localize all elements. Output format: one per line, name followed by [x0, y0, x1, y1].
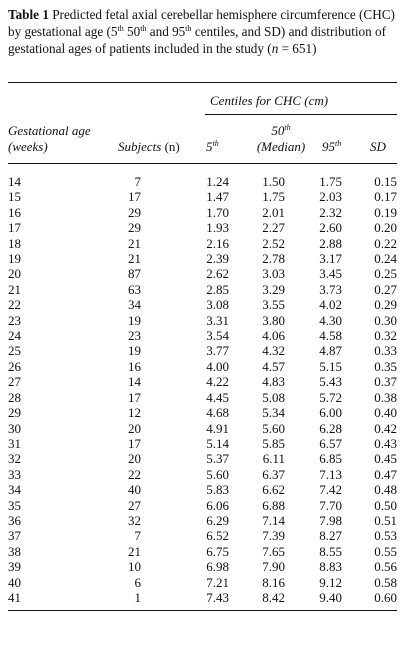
subjects-cell: 23 [128, 328, 141, 344]
subjects-cell: 7 [134, 528, 141, 544]
p95-cell: 8.55 [319, 543, 342, 559]
table-row [8, 359, 397, 374]
table-row [8, 559, 397, 574]
p50-cell: 8.16 [262, 574, 285, 590]
sd-cell: 0.19 [374, 204, 397, 220]
p50-cell: 2.52 [262, 235, 285, 251]
sd-cell: 0.37 [374, 374, 397, 390]
p5-cell: 6.98 [206, 559, 229, 575]
subjects-cell: 87 [128, 266, 141, 282]
table-row [8, 405, 397, 420]
p5-cell: 4.68 [206, 405, 229, 421]
p50-cell: 6.62 [262, 482, 285, 498]
subjects-cell: 20 [128, 420, 141, 436]
p50-cell: 3.55 [262, 297, 285, 313]
p50-cell: 4.57 [262, 358, 285, 374]
p5-header-sup: th [212, 139, 219, 148]
group-rule [205, 114, 397, 115]
subjects-cell: 29 [128, 220, 141, 236]
subjects-cell: 20 [128, 451, 141, 467]
subjects-cell: 17 [128, 435, 141, 451]
table-label: Table 1 [8, 7, 49, 22]
p5-cell: 3.08 [206, 297, 229, 313]
subjects-cell: 32 [128, 512, 141, 528]
sd-cell: 0.29 [374, 297, 397, 313]
gestational-age-cell: 36 [8, 512, 21, 528]
p50-header-label: 50 [271, 123, 285, 138]
table-row [8, 467, 397, 482]
p5-cell: 4.00 [206, 358, 229, 374]
gestational-age-cell: 32 [8, 451, 21, 467]
p50-cell: 7.65 [262, 543, 285, 559]
sd-cell: 0.38 [374, 389, 397, 405]
table-row [8, 282, 397, 297]
gestational-age-cell: 17 [8, 220, 21, 236]
gestational-age-cell: 29 [8, 405, 21, 421]
sd-cell: 0.40 [374, 405, 397, 421]
caption-text: Predicted fetal axial cerebellar hemisphere circumference (CHC) by gestational age (5 [8, 7, 395, 39]
p95-cell: 9.40 [319, 589, 342, 605]
gestational-age-cell: 24 [8, 328, 21, 344]
caption-sup: th [117, 24, 124, 33]
sd-cell: 0.51 [374, 512, 397, 528]
table-row [8, 205, 397, 220]
table-row [8, 451, 397, 466]
p5-cell: 2.62 [206, 266, 229, 282]
p50-cell: 3.80 [262, 312, 285, 328]
p5-cell: 3.54 [206, 328, 229, 344]
p5-cell: 6.75 [206, 543, 229, 559]
p5-cell: 1.70 [206, 204, 229, 220]
subjects-cell: 21 [128, 543, 141, 559]
gestational-age-cell: 35 [8, 497, 21, 513]
subjects-cell: 10 [128, 559, 141, 575]
sd-cell: 0.48 [374, 482, 397, 498]
p5-cell: 6.29 [206, 512, 229, 528]
table-row [8, 297, 397, 312]
p95-cell: 1.75 [319, 174, 342, 189]
p50-cell: 5.85 [262, 435, 285, 451]
table-row [8, 313, 397, 328]
p50-cell: 6.88 [262, 497, 285, 513]
subjects-cell: 17 [128, 389, 141, 405]
p5-cell: 6.52 [206, 528, 229, 544]
sd-cell: 0.43 [374, 435, 397, 451]
sd-cell: 0.22 [374, 235, 397, 251]
p5-cell: 5.37 [206, 451, 229, 467]
p50-cell: 8.42 [262, 589, 285, 605]
table-row [8, 374, 397, 389]
p95-cell: 5.15 [319, 358, 342, 374]
p50-cell: 4.32 [262, 343, 285, 359]
gestational-age-cell: 26 [8, 358, 21, 374]
sd-cell: 0.20 [374, 220, 397, 236]
gestational-age-cell: 20 [8, 266, 21, 282]
p95-cell: 8.83 [319, 559, 342, 575]
p50-cell: 5.34 [262, 405, 285, 421]
gestational-age-cell: 15 [8, 189, 21, 205]
p50-cell: 2.78 [262, 251, 285, 267]
table-row [8, 498, 397, 513]
gestational-age-cell: 37 [8, 528, 21, 544]
caption-n-symbol: n [271, 41, 279, 56]
p5-header-label: 5 [206, 139, 213, 154]
p95-header [322, 139, 341, 155]
p95-cell: 6.57 [319, 435, 342, 451]
p95-cell: 5.43 [319, 374, 342, 390]
p95-cell: 9.12 [319, 574, 342, 590]
sd-cell: 0.32 [374, 328, 397, 344]
table-row [8, 266, 397, 281]
gestational-age-cell: 28 [8, 389, 21, 405]
gestational-age-cell: 25 [8, 343, 21, 359]
p95-cell: 8.27 [319, 528, 342, 544]
sd-cell: 0.25 [374, 266, 397, 282]
p5-cell: 7.21 [206, 574, 229, 590]
sd-cell: 0.35 [374, 358, 397, 374]
table-row [8, 544, 397, 559]
sd-cell: 0.30 [374, 312, 397, 328]
gestational-age-cell: 21 [8, 281, 21, 297]
data-table [8, 174, 397, 605]
p5-cell: 4.45 [206, 389, 229, 405]
centiles-group-header: Centiles for CHC (cm) [210, 93, 329, 108]
subjects-cell: 1 [134, 589, 141, 605]
table-row [8, 528, 397, 543]
p95-cell: 7.42 [319, 482, 342, 498]
subjects-cell: 40 [128, 482, 141, 498]
subjects-cell: 17 [128, 189, 141, 205]
caption-sup: th [185, 24, 192, 33]
subjects-cell: 22 [128, 466, 141, 482]
p95-cell: 2.88 [319, 235, 342, 251]
gestational-age-cell: 41 [8, 589, 21, 605]
gestational-age-cell: 31 [8, 435, 21, 451]
table-row [8, 482, 397, 497]
p50-cell: 5.08 [262, 389, 285, 405]
sd-cell: 0.50 [374, 497, 397, 513]
p5-cell: 1.93 [206, 220, 229, 236]
caption-text: 50 [123, 24, 141, 39]
p95-cell: 7.70 [319, 497, 342, 513]
sd-cell: 0.60 [374, 589, 397, 605]
subjects-header-label: Subjects [118, 139, 162, 154]
subjects-cell: 29 [128, 204, 141, 220]
table-row [8, 436, 397, 451]
subjects-cell: 16 [128, 358, 141, 374]
p5-cell: 6.06 [206, 497, 229, 513]
subjects-cell: 21 [128, 251, 141, 267]
gestational-age-cell: 23 [8, 312, 21, 328]
p5-header [206, 139, 219, 155]
sd-cell: 0.55 [374, 543, 397, 559]
p50-cell: 2.01 [262, 204, 285, 220]
caption-text: centiles, and SD) and distribution of gestational ages of patients included in the study ( [8, 24, 386, 56]
table-row [8, 174, 397, 189]
sd-cell: 0.56 [374, 559, 397, 575]
p5-cell: 5.14 [206, 435, 229, 451]
p50-cell: 6.11 [262, 451, 285, 467]
p50-cell: 1.50 [262, 174, 285, 189]
sd-cell: 0.58 [374, 574, 397, 590]
sd-cell: 0.27 [374, 281, 397, 297]
sd-cell: 0.24 [374, 251, 397, 267]
p95-cell: 4.30 [319, 312, 342, 328]
p95-cell: 4.87 [319, 343, 342, 359]
table-row [8, 343, 397, 358]
gestational-age-cell: 34 [8, 482, 21, 498]
table-row [8, 390, 397, 405]
table-row [8, 590, 397, 605]
p50-header-sup: th [284, 123, 291, 132]
p50-cell: 4.83 [262, 374, 285, 390]
subjects-cell: 14 [128, 374, 141, 390]
p5-cell: 5.60 [206, 466, 229, 482]
gestational-age-cell: 16 [8, 204, 21, 220]
subjects-cell: 12 [128, 405, 141, 421]
subjects-header [118, 139, 180, 155]
gestational-age-cell: 14 [8, 174, 21, 189]
sd-cell: 0.33 [374, 343, 397, 359]
subjects-cell: 6 [134, 574, 141, 590]
caption-text: = 651) [278, 41, 317, 56]
gestational-age-cell: 39 [8, 559, 21, 575]
p5-cell: 3.31 [206, 312, 229, 328]
caption-sup: th [140, 24, 147, 33]
p50-cell: 2.27 [262, 220, 285, 236]
gestational-age-cell: 22 [8, 297, 21, 313]
p50-header [250, 123, 312, 155]
p95-cell: 7.13 [319, 466, 342, 482]
sd-cell: 0.42 [374, 420, 397, 436]
p95-cell: 3.73 [319, 281, 342, 297]
gestational-age-cell: 40 [8, 574, 21, 590]
p95-cell: 6.00 [319, 405, 342, 421]
subjects-cell: 34 [128, 297, 141, 313]
p50-cell: 4.06 [262, 328, 285, 344]
caption-text: and 95 [146, 24, 186, 39]
p5-cell: 1.47 [206, 189, 229, 205]
p5-cell: 1.24 [206, 174, 229, 189]
data-table-body [8, 174, 397, 605]
p5-cell: 4.91 [206, 420, 229, 436]
header-rule [8, 163, 397, 164]
p50-cell: 3.29 [262, 281, 285, 297]
sd-cell: 0.17 [374, 189, 397, 205]
p95-cell: 2.32 [319, 204, 342, 220]
p95-cell: 5.72 [319, 389, 342, 405]
gestational-age-header [8, 123, 91, 155]
subjects-cell: 7 [134, 174, 141, 189]
subjects-cell: 21 [128, 235, 141, 251]
gestational-age-cell: 33 [8, 466, 21, 482]
bottom-rule [8, 610, 397, 611]
gestational-age-cell: 30 [8, 420, 21, 436]
p95-cell: 2.03 [319, 189, 342, 205]
p5-cell: 2.16 [206, 235, 229, 251]
table-row [8, 236, 397, 251]
gestational-age-header-unit: (weeks) [8, 139, 48, 154]
gestational-age-cell: 38 [8, 543, 21, 559]
subjects-cell: 27 [128, 497, 141, 513]
table-row [8, 421, 397, 436]
subjects-header-n: (n) [161, 139, 180, 154]
sd-cell: 0.45 [374, 451, 397, 467]
gestational-age-header-line: Gestational age [8, 123, 91, 138]
table-row [8, 328, 397, 343]
sd-header: SD [370, 139, 386, 154]
sd-cell: 0.15 [374, 174, 397, 189]
p95-header-label: 95 [322, 139, 335, 154]
p50-cell: 7.14 [262, 512, 285, 528]
p5-cell: 4.22 [206, 374, 229, 390]
top-rule [8, 82, 397, 83]
p50-cell: 3.03 [262, 266, 285, 282]
p5-cell: 2.39 [206, 251, 229, 267]
table-caption [8, 6, 397, 57]
p95-cell: 7.98 [319, 512, 342, 528]
p5-cell: 5.83 [206, 482, 229, 498]
gestational-age-cell: 19 [8, 251, 21, 267]
p50-cell: 6.37 [262, 466, 285, 482]
p95-cell: 2.60 [319, 220, 342, 236]
table-row [8, 575, 397, 590]
p50-header-median: (Median) [256, 139, 306, 154]
table-row [8, 513, 397, 528]
p5-cell: 2.85 [206, 281, 229, 297]
p95-cell: 3.17 [319, 251, 342, 267]
p5-cell: 3.77 [206, 343, 229, 359]
subjects-cell: 63 [128, 281, 141, 297]
p50-cell: 7.90 [262, 559, 285, 575]
table-row [8, 220, 397, 235]
p95-cell: 4.02 [319, 297, 342, 313]
p95-header-sup: th [335, 139, 342, 148]
sd-cell: 0.47 [374, 466, 397, 482]
p95-cell: 4.58 [319, 328, 342, 344]
table-row [8, 189, 397, 204]
p50-cell: 7.39 [262, 528, 285, 544]
gestational-age-cell: 18 [8, 235, 21, 251]
p50-cell: 1.75 [262, 189, 285, 205]
gestational-age-cell: 27 [8, 374, 21, 390]
p95-cell: 6.85 [319, 451, 342, 467]
subjects-cell: 19 [128, 343, 141, 359]
table-row [8, 251, 397, 266]
p5-cell: 7.43 [206, 589, 229, 605]
p95-cell: 6.28 [319, 420, 342, 436]
p50-cell: 5.60 [262, 420, 285, 436]
p95-cell: 3.45 [319, 266, 342, 282]
subjects-cell: 19 [128, 312, 141, 328]
sd-cell: 0.53 [374, 528, 397, 544]
